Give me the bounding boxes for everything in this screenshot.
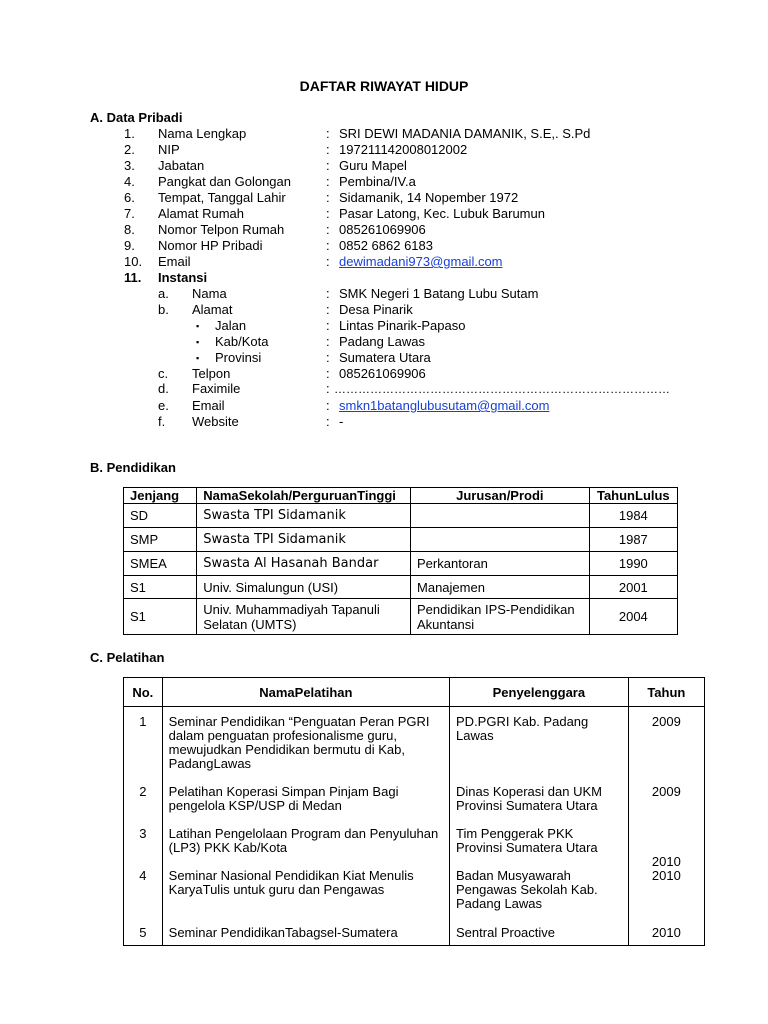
item-number: 1. [124, 126, 135, 141]
item-label: Email [192, 398, 225, 413]
item-letter: a. [158, 286, 169, 301]
cell-organizer: PD.PGRI Kab. Padang Lawas [450, 715, 629, 785]
table-row [124, 869, 705, 926]
item-letter: d. [158, 381, 169, 396]
item-number: 3. [124, 158, 135, 173]
item-label: Instansi [158, 270, 208, 285]
document-title: DAFTAR RIWAYAT HIDUP [299, 78, 469, 94]
item-letter: e. [158, 398, 169, 413]
address-row [0, 350, 768, 366]
item-letter: b. [158, 302, 169, 317]
item-label: Nomor HP Pribadi [158, 238, 263, 253]
cell-major [411, 528, 590, 552]
item-label: Pangkat dan Golongan [158, 174, 291, 189]
cell-name: Seminar Pendidikan “Penguatan Peran PGRI dalam penguatan profesionalisme guru, mewujudkan Pendidikan bermutu di Kab, PadangLawas [162, 715, 449, 785]
item-label: Nomor Telpon Rumah [158, 222, 285, 237]
cell-year: 1990 [589, 552, 677, 576]
colon: : [326, 350, 330, 365]
colon: : [326, 238, 330, 253]
colon: : [326, 334, 330, 349]
cell-organizer: Tim Penggerak PKK Provinsi Sumatera Utara [450, 827, 629, 869]
colon: : [326, 366, 330, 381]
cell-level: SMP [124, 528, 197, 552]
cell-year: 2010 [628, 827, 704, 869]
item-label: Telpon [192, 366, 231, 381]
cell-organizer: Sentral Proactive [450, 926, 629, 946]
section-c-heading: C. Pelatihan [90, 650, 165, 665]
item-letter: f. [158, 414, 166, 429]
cell-year: 2009 [628, 785, 704, 827]
colon: : [326, 222, 330, 237]
cell-no: 4 [124, 869, 163, 926]
item-value: Desa Pinarik [339, 302, 413, 317]
item-label: NIP [158, 142, 180, 157]
cell-school: Swasta TPI Sidamanik [197, 528, 411, 552]
item-value[interactable]: dewimadani973@gmail.com [339, 254, 503, 269]
item-number: 2. [124, 142, 135, 157]
item-value: Lintas Pinarik-Papaso [339, 318, 466, 333]
education-header: Jenjang [124, 488, 197, 504]
table-row [124, 552, 678, 576]
item-letter: c. [158, 366, 169, 381]
cell-year: 1984 [589, 504, 677, 528]
item-value: 085261069906 [339, 222, 426, 237]
cell-major: Manajemen [411, 576, 590, 599]
education-header: NamaSekolah/PerguruanTinggi [197, 488, 411, 504]
item-value: Pasar Latong, Kec. Lubuk Barumun [339, 206, 545, 221]
colon: : [326, 318, 330, 333]
item-value: Padang Lawas [339, 334, 426, 349]
cell-level: S1 [124, 576, 197, 599]
item-value[interactable]: smkn1batanglubusutam@gmail.com [339, 398, 550, 413]
item-label: Tempat, Tanggal Lahir [158, 190, 286, 205]
item-value: 0852 6862 6183 [339, 238, 433, 253]
item-label: Alamat [192, 302, 233, 317]
training-header-row [124, 678, 705, 707]
item-number: 9. [124, 238, 135, 253]
cell-no: 5 [124, 926, 163, 946]
cell-organizer: Badan Musyawarah Pengawas Sekolah Kab. Padang Lawas [450, 869, 629, 926]
table-row [124, 576, 678, 599]
item-number: 8. [124, 222, 135, 237]
table-row [124, 827, 705, 869]
training-header: Tahun [628, 678, 704, 707]
cell-no: 3 [124, 827, 163, 869]
bullet-icon: ▪ [196, 337, 200, 347]
bullet-icon: ▪ [196, 353, 200, 363]
cell-school: Swasta TPI Sidamanik [197, 504, 411, 528]
personal-row [0, 238, 768, 254]
cell-year: 2010 [628, 869, 704, 926]
address-row [0, 318, 768, 334]
cell-major: Pendidikan IPS-Pendidikan Akuntansi [411, 599, 590, 635]
education-table [123, 487, 678, 635]
colon: : [326, 142, 330, 157]
colon: : [326, 206, 330, 221]
table-row [124, 715, 705, 785]
cell-level: S1 [124, 599, 197, 635]
item-value: - [339, 414, 344, 429]
item-number: 4. [124, 174, 135, 189]
item-value: Sumatera Utara [339, 350, 431, 365]
cell-year: 2010 [628, 926, 704, 946]
section-b-heading: B. Pendidikan [90, 460, 176, 475]
personal-row [0, 142, 768, 158]
colon: : [326, 286, 330, 301]
item-value: SRI DEWI MADANIA DAMANIK, S.E,. S.Pd [339, 126, 591, 141]
colon: : [326, 158, 330, 173]
cell-name: Seminar PendidikanTabagsel-Sumatera [162, 926, 449, 946]
training-header: No. [124, 678, 163, 707]
table-row [124, 926, 705, 946]
instansi-row [0, 381, 768, 397]
personal-row [0, 158, 768, 174]
colon: : [326, 126, 330, 141]
education-header: Jurusan/Prodi [411, 488, 590, 504]
table-row [124, 504, 678, 528]
colon: : [326, 174, 330, 189]
cell-major [411, 504, 590, 528]
cell-level: SMEA [124, 552, 197, 576]
personal-row [0, 126, 768, 142]
item-number: 11. [124, 270, 142, 285]
instansi-row [0, 270, 768, 286]
item-label: Website [192, 414, 239, 429]
cell-school: Univ. Simalungun (USI) [197, 576, 411, 599]
cell-no: 2 [124, 785, 163, 827]
personal-row [0, 206, 768, 222]
personal-row [0, 174, 768, 190]
address-row [0, 334, 768, 350]
colon: : [326, 381, 330, 396]
table-row [124, 599, 678, 635]
item-label: Nama Lengkap [158, 126, 247, 141]
table-row [124, 785, 705, 827]
colon: : [326, 398, 330, 413]
cell-name: Pelatihan Koperasi Simpan Pinjam Bagi pengelola KSP/USP di Medan [162, 785, 449, 827]
item-label: Nama [192, 286, 227, 301]
instansi-row [0, 302, 768, 318]
personal-row [0, 190, 768, 206]
cell-school: Univ. Muhammadiyah Tapanuli Selatan (UMTS) [197, 599, 411, 635]
training-table [123, 677, 705, 946]
item-value: Sidamanik, 14 Nopember 1972 [339, 190, 519, 205]
cell-no: 1 [124, 715, 163, 785]
item-number: 6. [124, 190, 135, 205]
table-row [124, 528, 678, 552]
instansi-row [0, 366, 768, 382]
item-label: Jabatan [158, 158, 205, 173]
colon: : [326, 190, 330, 205]
cell-major: Perkantoran [411, 552, 590, 576]
item-number: 7. [124, 206, 135, 221]
section-a-heading: A. Data Pribadi [90, 110, 183, 125]
instansi-row [0, 414, 768, 430]
instansi-row [0, 398, 768, 414]
cell-name: Seminar Nasional Pendidikan Kiat Menulis KaryaTulis untuk guru dan Pengawas [162, 869, 449, 926]
item-value: 197211142008012002 [339, 142, 468, 157]
cell-year: 2001 [589, 576, 677, 599]
item-number: 10. [124, 254, 143, 269]
cell-level: SD [124, 504, 197, 528]
personal-row [0, 222, 768, 238]
colon: : [326, 254, 330, 269]
item-label: Faximile [192, 381, 241, 396]
colon: : [326, 414, 330, 429]
bullet-icon: ▪ [196, 321, 200, 331]
cell-year: 2009 [628, 715, 704, 785]
item-label: Alamat Rumah [158, 206, 244, 221]
item-value: SMK Negeri 1 Batang Lubu Sutam [339, 286, 539, 301]
item-label: Jalan [215, 318, 247, 333]
cell-year: 2004 [589, 599, 677, 635]
cell-school: Swasta Al Hasanah Bandar [197, 552, 411, 576]
cell-year: 1987 [589, 528, 677, 552]
instansi-row [0, 286, 768, 302]
cell-organizer: Dinas Koperasi dan UKM Provinsi Sumatera Utara [450, 785, 629, 827]
item-value: Guru Mapel [339, 158, 407, 173]
item-value: 085261069906 [339, 366, 426, 381]
item-label: Kab/Kota [215, 334, 269, 349]
training-header: Penyelenggara [450, 678, 629, 707]
training-header: NamaPelatihan [162, 678, 449, 707]
education-header: TahunLulus [589, 488, 677, 504]
item-value: ………………………………………………………………………… [334, 382, 670, 396]
item-label: Provinsi [215, 350, 262, 365]
cell-name: Latihan Pengelolaan Program dan Penyuluhan (LP3) PKK Kab/Kota [162, 827, 449, 869]
item-value: Pembina/IV.a [339, 174, 416, 189]
item-label: Email [158, 254, 191, 269]
education-header-row [124, 488, 678, 504]
colon: : [326, 302, 330, 317]
personal-row [0, 254, 768, 270]
